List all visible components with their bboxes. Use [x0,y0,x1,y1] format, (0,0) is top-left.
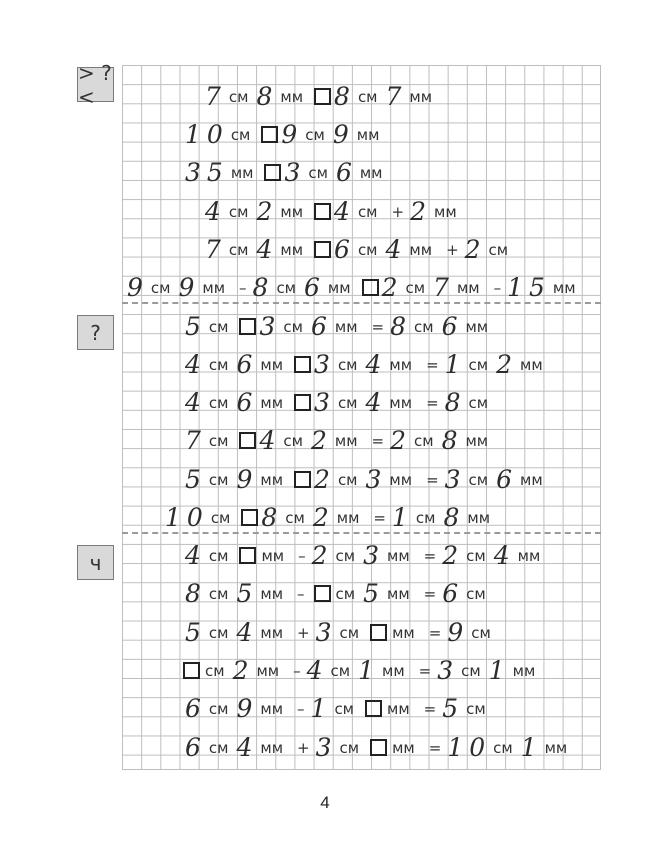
answer-box[interactable] [314,203,331,220]
digit: 5 [185,617,207,647]
unit-label: мм [520,470,543,489]
unit-label: см [334,699,355,718]
digit: 9 [127,272,149,302]
unit-label: мм [387,699,410,718]
answer-box[interactable] [314,241,331,258]
operator: = [423,584,437,603]
unit-label: см [414,431,434,450]
section-separator [122,532,601,534]
operator: = [373,508,386,527]
digit: 2 [464,234,487,264]
digit: 3 [315,732,338,762]
digit: 2 [312,502,335,532]
unit-label: мм [409,240,433,259]
operator: – [239,278,247,297]
digit: 1 [488,655,511,685]
unit-label: см [208,623,229,642]
operator: = [426,355,439,374]
unit-label: см [228,202,249,221]
unit-label: мм [520,355,543,374]
unit-label: мм [465,431,489,450]
unit-label: мм [334,431,358,450]
operator: = [426,470,439,489]
digit: 4 [256,234,279,264]
unit-label: см [208,470,229,489]
digit: 8 [334,81,356,111]
answer-box[interactable] [241,509,258,526]
unit-label: мм [260,699,284,718]
unit-label: см [208,699,229,718]
digit: 6 [496,464,519,494]
digit: 4 [306,655,329,685]
digit: 3 [314,387,336,417]
digit: 9 [332,119,355,149]
digit: 6 [334,234,356,264]
unit-label: мм [260,584,284,603]
digit: 4 [365,387,388,417]
digit: 7 [185,425,207,455]
digit: 4 [185,387,207,417]
unit-label: мм [467,508,491,527]
digit: 10 [185,119,229,149]
digit: 5 [363,578,386,608]
digit: 1 [444,349,467,379]
answer-box[interactable] [294,356,311,373]
unit-label: см [337,470,358,489]
unit-label: мм [389,355,413,374]
operator: = [418,661,432,680]
page-number: 4 [320,793,330,812]
unit-label: см [357,87,378,106]
operator: = [428,738,442,757]
exercise-row [185,465,551,493]
digit: 10 [165,502,209,532]
unit-label: мм [517,546,541,565]
digit: 3 [315,617,338,647]
operator: = [371,317,385,336]
digit: 8 [256,81,279,111]
unit-label: см [283,431,303,450]
digit: 7 [205,81,227,111]
unit-label: мм [260,355,284,374]
digit: 2 [390,425,412,455]
unit-label: мм [260,393,284,412]
unit-label: мм [359,163,383,182]
unit-label: см [205,661,225,680]
unit-label: см [339,623,360,642]
answer-box[interactable] [261,126,278,143]
unit-label: мм [280,240,304,259]
digit: 35 [185,157,229,187]
unit-label: см [493,738,513,757]
digit: 3 [284,157,307,187]
unit-label: см [414,317,434,336]
digit: 5 [442,693,465,723]
unit-label: см [466,584,486,603]
exercise-row [185,618,499,646]
compare-tab [77,60,114,109]
operator: + [297,738,310,757]
unit-label: см [150,278,171,297]
unit-label: см [466,699,486,718]
unit-label: мм [409,87,433,106]
unit-label: см [357,240,378,259]
answer-box[interactable] [370,624,387,641]
unit-label: см [305,125,325,144]
digit: 6 [304,272,326,302]
operator: = [423,546,437,565]
question-tab-label: ? [90,320,101,345]
digit: 1 [392,502,414,532]
operator: = [423,699,437,718]
digit: 9 [236,693,259,723]
answer-box[interactable] [365,700,382,717]
answer-box[interactable] [239,318,256,335]
digit: 3 [437,655,460,685]
exercise-row [205,197,465,225]
digit: 6 [441,311,464,341]
exercise-row [185,694,494,722]
digit: 4 [385,234,408,264]
exercise-row [185,158,390,186]
digit: 8 [443,502,466,532]
operator: + [391,202,405,221]
answer-box[interactable] [362,279,379,296]
digit: 3 [259,311,282,341]
missing-number-tab-label: ч [89,550,102,575]
unit-label: см [468,355,489,374]
digit: 6 [310,311,333,341]
unit-label: мм [260,738,284,757]
exercise-row [185,541,548,569]
unit-label: см [337,355,358,374]
digit: 4 [205,196,227,226]
unit-label: см [283,317,303,336]
digit: 4 [236,617,259,647]
digit: 9 [178,272,201,302]
digit: 4 [365,349,388,379]
digit: 6 [185,693,207,723]
unit-label: см [335,546,356,565]
exercise-row [185,388,496,416]
digit: 2 [410,196,432,226]
unit-label: мм [280,202,304,221]
exercise-row [185,312,496,340]
unit-label: см [330,661,351,680]
digit: 7 [385,81,408,111]
digit: 2 [314,464,336,494]
digit: 7 [433,272,455,302]
digit: 9 [236,464,259,494]
operator: = [428,623,442,642]
unit-label: см [210,508,231,527]
unit-label: см [466,546,486,565]
unit-label: см [208,393,229,412]
digit: 9 [281,119,304,149]
unit-label: мм [544,738,568,757]
answer-box[interactable] [183,662,200,679]
operator: – [297,699,305,718]
digit: 1 [310,693,333,723]
digit: 8 [185,578,207,608]
digit: 6 [236,387,259,417]
digit: 8 [441,425,464,455]
unit-label: мм [456,278,480,297]
digit: 2 [232,655,255,685]
operator: – [297,584,305,603]
digit: 10 [447,732,492,762]
unit-label: мм [512,661,536,680]
digit: 1 [520,732,543,762]
digit: 3 [363,540,386,570]
unit-label: см [337,393,358,412]
digit: 4 [236,732,259,762]
digit: 8 [252,272,275,302]
digit: 5 [185,311,207,341]
answer-box[interactable] [294,394,311,411]
unit-label: см [468,393,489,412]
unit-label: см [208,355,229,374]
operator: – [293,661,301,680]
unit-label: мм [336,508,360,527]
digit: 6 [185,732,207,762]
unit-label: мм [256,661,280,680]
question-tab [77,315,114,350]
digit: 2 [442,540,465,570]
unit-label: см [335,584,356,603]
unit-label: мм [260,623,284,642]
digit: 8 [261,502,284,532]
digit: 3 [365,464,388,494]
unit-label: см [415,508,436,527]
operator: = [426,393,439,412]
answer-box[interactable] [239,547,256,564]
operator: + [297,623,310,642]
digit: 4 [259,425,282,455]
operator: = [371,431,385,450]
unit-label: мм [387,584,410,603]
digit: 4 [185,349,207,379]
unit-label: см [208,317,229,336]
unit-label: мм [389,393,413,412]
unit-label: мм [230,163,254,182]
unit-label: мм [356,125,380,144]
exercise-row [127,273,584,301]
exercise-row [185,579,494,607]
unit-label: мм [260,470,284,489]
unit-label: см [468,470,489,489]
exercise-row [165,503,498,531]
unit-label: см [308,163,328,182]
digit: 8 [390,311,412,341]
unit-label: см [488,240,509,259]
digit: 4 [493,540,516,570]
unit-label: мм [202,278,226,297]
digit: 6 [236,349,259,379]
operator: – [493,278,502,297]
answer-box[interactable] [370,739,387,756]
unit-label: см [208,584,229,603]
answer-box[interactable] [314,585,331,602]
unit-label: мм [280,87,304,106]
section-separator [122,302,601,304]
unit-label: см [228,240,249,259]
unit-label: см [208,738,229,757]
digit: 4 [334,196,356,226]
unit-label: мм [389,470,413,489]
unit-label: мм [465,317,489,336]
unit-label: мм [387,546,410,565]
digit: 6 [442,578,465,608]
unit-label: см [208,546,229,565]
exercise-row [185,120,387,148]
unit-label: мм [552,278,576,297]
answer-box[interactable] [239,432,256,449]
unit-label: см [208,431,229,450]
unit-label: мм [392,623,415,642]
unit-label: мм [261,546,285,565]
missing-number-tab [77,545,114,580]
digit: 9 [447,617,470,647]
unit-label: см [405,278,426,297]
unit-label: мм [434,202,457,221]
unit-label: мм [327,278,351,297]
unit-label: см [230,125,251,144]
digit: 5 [185,464,207,494]
digit: 3 [314,349,336,379]
exercise-row [205,235,516,263]
operator: – [298,546,306,565]
exercise-row [180,656,543,684]
digit: 2 [381,272,404,302]
digit: 7 [205,234,227,264]
digit: 2 [310,425,333,455]
answer-box[interactable] [314,88,331,105]
exercise-row [185,733,575,761]
unit-label: см [228,87,249,106]
exercise-row [185,426,496,454]
unit-label: см [461,661,481,680]
digit: 2 [496,349,519,379]
digit: 4 [185,540,207,570]
exercise-row [185,350,551,378]
unit-label: см [471,623,491,642]
unit-label: мм [392,738,415,757]
digit: 3 [444,464,467,494]
unit-label: см [339,738,360,757]
answer-box[interactable] [294,471,311,488]
digit: 6 [335,157,358,187]
unit-label: см [357,202,378,221]
exercise-row [205,82,440,110]
digit: 2 [256,196,279,226]
digit: 2 [311,540,334,570]
operator: + [446,240,459,259]
unit-label: см [276,278,297,297]
answer-box[interactable] [264,164,281,181]
unit-label: см [285,508,305,527]
compare-tab-label: > ? < [78,60,112,109]
digit: 8 [444,387,467,417]
digit: 5 [236,578,259,608]
unit-label: мм [382,661,405,680]
digit: 1 [358,655,381,685]
digit: 15 [507,272,551,302]
unit-label: мм [334,317,358,336]
